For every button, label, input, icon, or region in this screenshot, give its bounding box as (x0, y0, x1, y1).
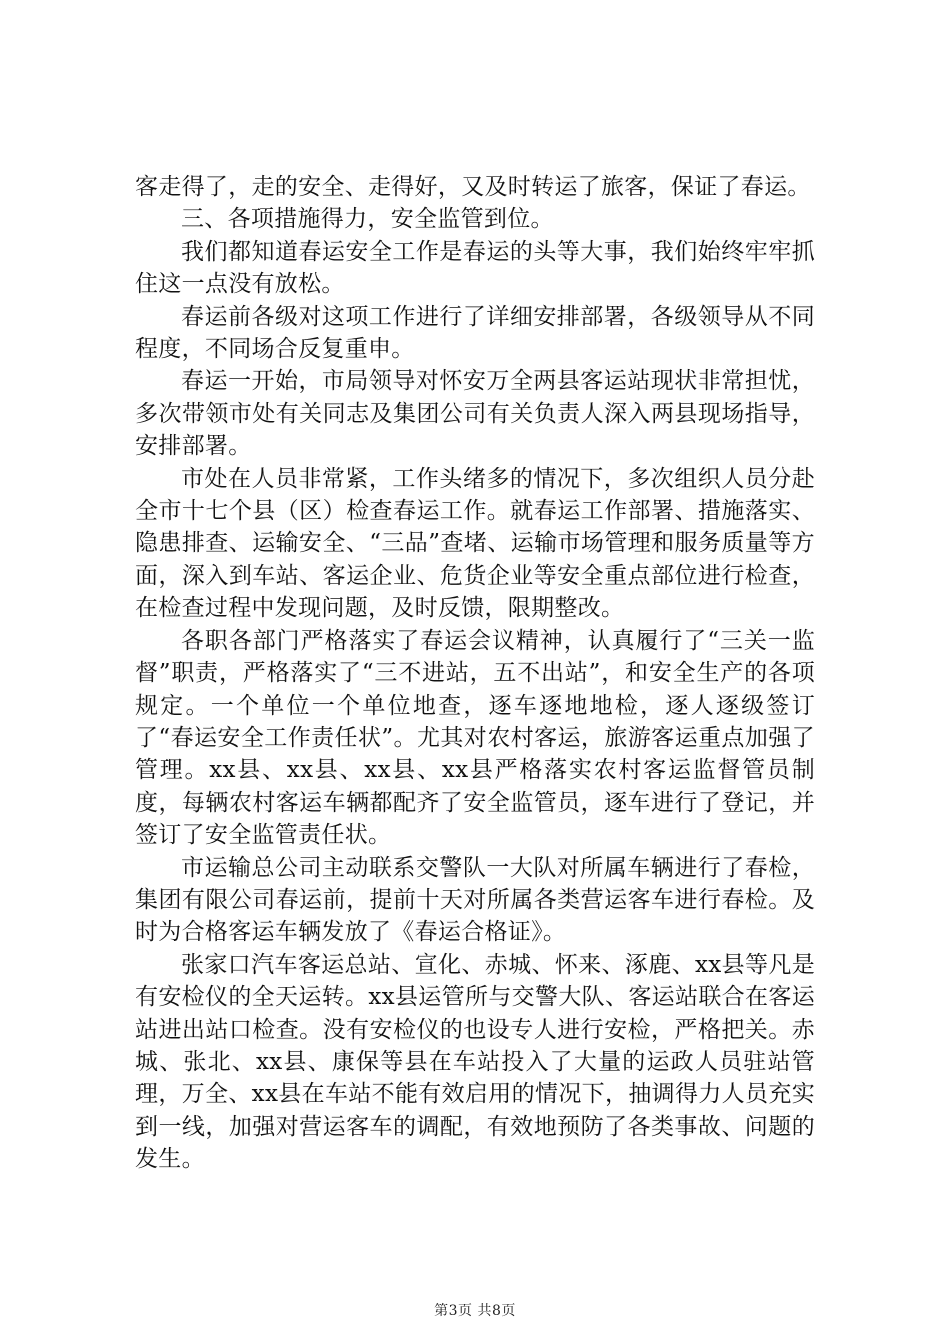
document-body (135, 171, 815, 1176)
paragraph-3: 我们都知道春运安全工作是春运的头等大事，我们始终牢牢抓住这一点没有放松。 (135, 238, 815, 298)
paragraph-7: 各职各部门严格落实了春运会议精神，认真履行了“三关一监督”职责，严格落实了“三不进站，五不出站”，和安全生产的各项规定。一个单位一个单位地查，逐车逐地地检，逐人逐级签订了“春运安全工作责任状”。尤其对农村客运，旅游客运重点加强了管理。xx县、xx县、xx县、xx县严格落实农村客运监督管员制度，每辆农村客运车辆都配齐了安全监管员，逐车进行了登记，并签订了安全监管责任状。 (135, 627, 815, 849)
paragraph-8: 市运输总公司主动联系交警队一大队对所属车辆进行了春检，集团有限公司春运前，提前十天对所属各类营运客车进行春检。及时为合格客运车辆发放了《春运合格证》。 (135, 854, 815, 946)
section-heading: 三、各项措施得力，安全监管到位。 (181, 206, 554, 233)
paragraph-5: 春运一开始，市局领导对怀安万全两县客运站现状非常担忧，多次带领市处有关同志及集团公司有关负责人深入两县现场指导，安排部署。 (135, 368, 815, 460)
page-number-footer: 第3页 共8页 (434, 1303, 516, 1319)
paragraph-6: 市处在人员非常紧，工作头绪多的情况下，多次组织人员分赴全市十七个县（区）检查春运工作。就春运工作部署、措施落实、隐患排查、运输安全、“三品”查堵、运输市场管理和服务质量等方面，深入到车站、客运企业、危货企业等安全重点部位进行检查，在检查过程中发现问题，及时反馈，限期整改。 (135, 465, 815, 622)
paragraph-4: 春运前各级对这项工作进行了详细安排部署，各级领导从不同程度，不同场合反复重申。 (135, 303, 815, 363)
paragraph-1: 客走得了，走的安全、走得好，又及时转运了旅客，保证了春运。 (135, 174, 811, 200)
paragraph-9: 张家口汽车客运总站、宣化、赤城、怀来、涿鹿、xx县等凡是有安检仪的全天运转。xx县运管所与交警大队、客运站联合在客运站进出站口检查。没有安检仪的也设专人进行安检，严格把关。赤城、张北、xx县、康保等县在车站投入了大量的运政人员驻站管理，万全、xx县在车站不能有效启用的情况下，抽调得力人员充实到一线，加强对营运客车的调配，有效地预防了各类事故、问题的发生。 (135, 951, 815, 1173)
